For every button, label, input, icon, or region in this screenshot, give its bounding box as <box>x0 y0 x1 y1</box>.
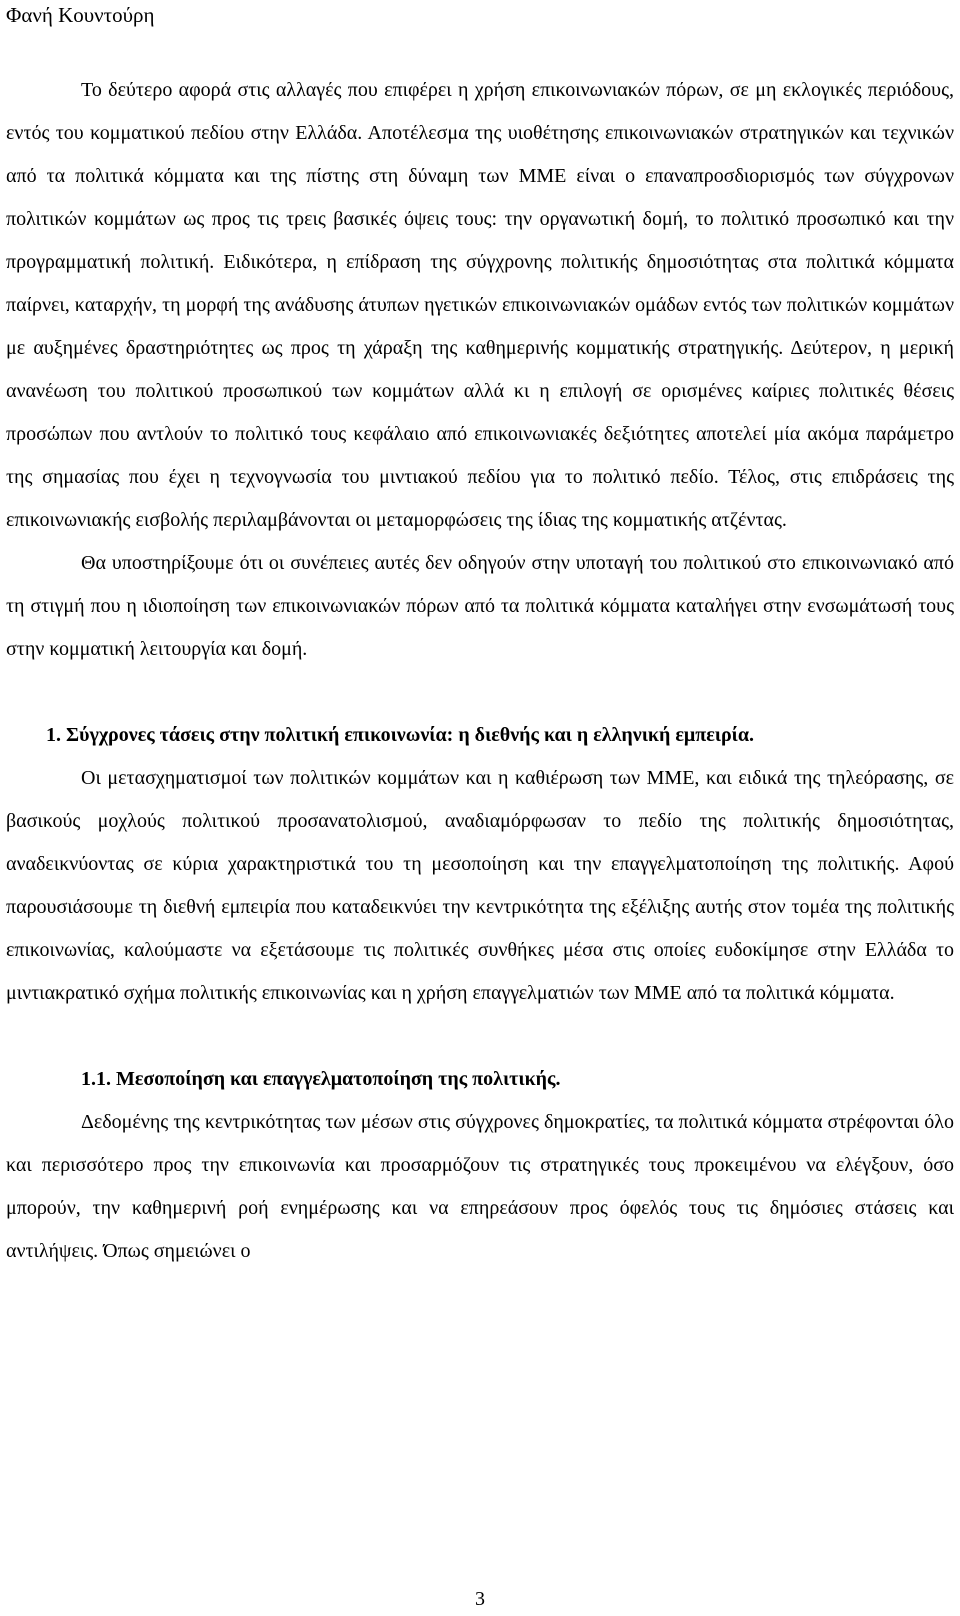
document-body <box>6 69 954 1273</box>
body-paragraph: Θα υποστηρίξουμε ότι οι συνέπειες αυτές δεν οδηγούν στην υποταγή του πολιτικού στο επικοινωνιακό από τη στιγμή που η ιδιοποίηση των επικοινωνιακών πόρων από τα πολιτικά κόμματα καταλήγει στην ενσωμάτωσή τους στην κομματική λειτουργία και δομή. <box>6 552 954 660</box>
document-page <box>6 0 954 1616</box>
page-number: 3 <box>475 1588 485 1610</box>
body-paragraph: Οι μετασχηματισμοί των πολιτικών κομμάτων και η καθιέρωση των ΜΜΕ, και ειδικά της τηλεόρασης, σε βασικούς μοχλούς πολιτικού προσανατολισμού, αναδιαμόρφωσαν το πεδίο της πολιτικής δημοσιότητας, αναδεικνύοντας σε κύρια χαρακτηριστικά του τη μεσοποίηση και την επαγγελματοποίηση της πολιτικής. Αφού παρουσιάσουμε τη διεθνή εμπειρία που καταδεικνύει την κεντρικότητα της εξέλιξης αυτής στον τομέα της πολιτικής επικοινωνίας, καλούμαστε να εξετάσουμε τις πολιτικές συνθήκες μέσα στις οποίες ευδοκίμησε στην Ελλάδα το μιντιακρατικό σχήμα πολιτικής επικοινωνίας και η χρήση επαγγελματιών των ΜΜΕ από τα πολιτικά κόμματα. <box>6 767 954 1004</box>
section-heading: 1. Σύγχρονες τάσεις στην πολιτική επικοινωνία: η διεθνής και η ελληνική εμπειρία. <box>46 724 755 746</box>
body-paragraph: Δεδομένης της κεντρικότητας των μέσων στις σύγχρονες δημοκρατίες, τα πολιτικά κόμματα στρέφονται όλο και περισσότερο προς την επικοινωνία και προσαρμόζουν τις στρατηγικές τους προκειμένου να ελέγξουν, όσο μπορούν, την καθημερινή ροή ενημέρωσης και να επηρεάσουν προς όφελός τους τις δημόσιες στάσεις και αντιλήψεις. Όπως σημειώνει ο <box>6 1111 954 1262</box>
running-header-author: Φανή Κουντούρη <box>6 3 155 27</box>
body-paragraph: Το δεύτερο αφορά στις αλλαγές που επιφέρει η χρήση επικοινωνιακών πόρων, σε μη εκλογικές περιόδους, εντός του κομματικού πεδίου στην Ελλάδα. Αποτέλεσμα της υιοθέτησης επικοινωνιακών στρατηγικών και τεχνικών από τα πολιτικά κόμματα και της πίστης στη δύναμη των ΜΜΕ είναι ο επαναπροσδιορισμός των σύγχρονων πολιτικών κομμάτων ως προς τις τρεις βασικές όψεις τους: την οργανωτική δομή, το πολιτικό προσωπικό και την προγραμματική πολιτική. Ειδικότερα, η επίδραση της σύγχρονης πολιτικής δημοσιότητας στα πολιτικά κόμματα παίρνει, καταρχήν, τη μορφή της ανάδυσης άτυπων ηγετικών επικοινωνιακών ομάδων εντός των πολιτικών κομμάτων με αυξημένες δραστηριότητες ως προς τη χάραξη της καθημερινής κομματικής στρατηγικής. Δεύτερον, η μερική ανανέωση του πολιτικού προσωπικού των κομμάτων αλλά κι η επιλογή σε ορισμένες καίριες πολιτικές θέσεις προσώπων που αντλούν το πολιτικό τους κεφάλαιο από επικοινωνιακές δεξιότητες αποτελεί μία ακόμα παράμετρο της σημασίας που έχει η τεχνογνωσία του μιντιακού πεδίου για το πολιτικό πεδίο. Τέλος, στις επιδράσεις της επικοινωνιακής εισβολής περιλαμβάνονται οι μεταμορφώσεις της ίδιας της κομματικής ατζέντας. <box>6 79 954 531</box>
subsection-heading: 1.1. Μεσοποίηση και επαγγελματοποίηση της πολιτικής. <box>81 1068 561 1090</box>
